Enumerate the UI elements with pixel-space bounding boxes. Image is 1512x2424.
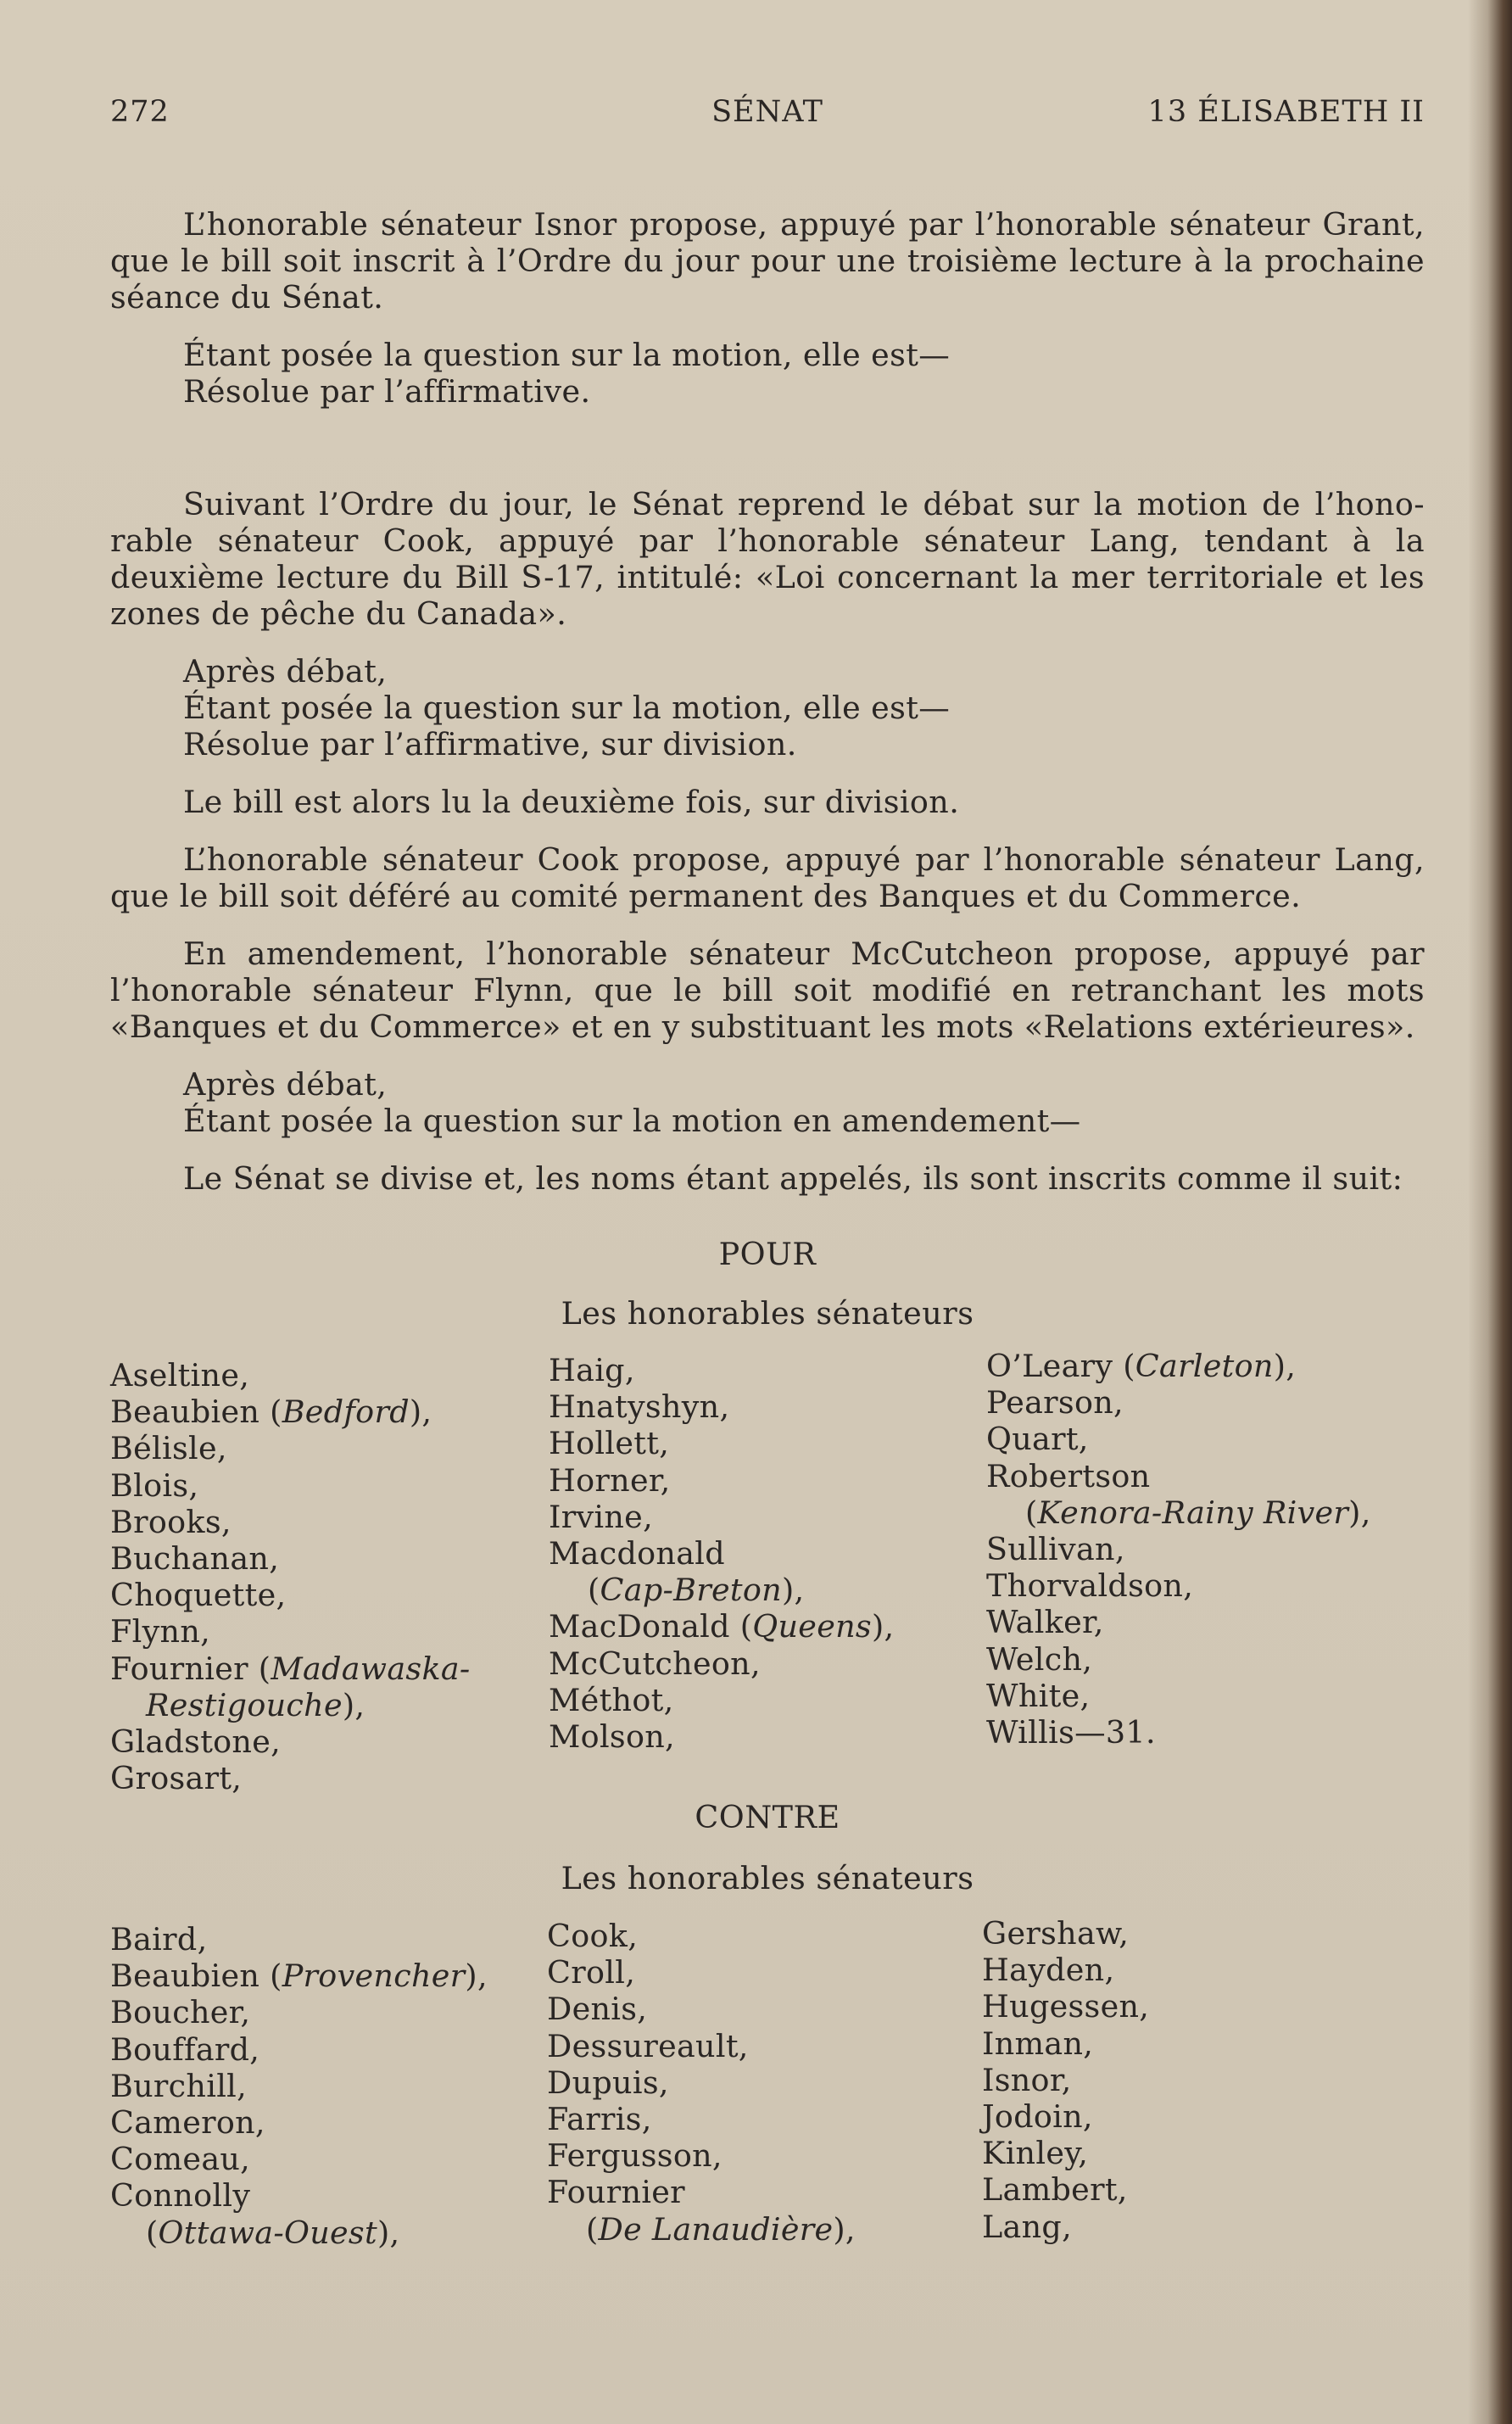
- senator-name: Hnatyshyn,: [549, 1388, 730, 1426]
- senator-name: Isnor,: [982, 2061, 1072, 2098]
- senator-name: MacDonald (Queens),: [549, 1608, 895, 1645]
- senator-name: Inman,: [982, 2025, 1094, 2062]
- senator-name: Comeau,: [110, 2141, 251, 2178]
- senator-name: Bouffard,: [110, 2030, 260, 2068]
- senator-name: Baird,: [110, 1921, 208, 1958]
- senator-name: Connolly: [110, 2177, 251, 2215]
- paragraph: Le Sénat se divise et, les noms étant appelés, ils sont inscrits comme il suit:: [183, 1160, 1403, 1197]
- senator-name: Bélisle,: [110, 1430, 227, 1467]
- senator-name: Jodoin,: [982, 2098, 1093, 2136]
- senator-name: Dupuis,: [547, 2064, 669, 2101]
- senator-name: Buchanan,: [110, 1540, 280, 1578]
- senator-name: Beaubien (Provencher),: [110, 1958, 488, 1995]
- contre-heading: CONTRE: [695, 1799, 840, 1835]
- page-number: 272: [110, 95, 170, 129]
- senator-name-continued: (Kenora-Rainy River),: [1025, 1494, 1371, 1531]
- senator-name-continued: Restigouche),: [146, 1686, 365, 1723]
- senator-name: McCutcheon,: [549, 1645, 761, 1682]
- text-line: Étant posée la question sur la motion, elle est—: [183, 690, 951, 726]
- running-title: SÉNAT: [711, 95, 823, 129]
- senator-name: O’Leary (Carleton),: [986, 1348, 1297, 1384]
- pour-column-1: [110, 1357, 471, 1796]
- senator-name: Dessureault,: [547, 2027, 749, 2064]
- senator-name: Lambert,: [982, 2171, 1128, 2209]
- text-line: Après débat,: [183, 653, 388, 690]
- senator-name-continued: (De Lanaudière),: [586, 2210, 856, 2248]
- senator-name: Cook,: [547, 1918, 639, 1954]
- senator-name: Méthot,: [549, 1681, 674, 1718]
- senator-name: Thorvaldson,: [986, 1567, 1194, 1605]
- senator-name: Macdonald: [549, 1535, 725, 1572]
- senator-name: Walker,: [986, 1604, 1104, 1641]
- senator-name: Grosart,: [110, 1760, 243, 1797]
- senator-name: Aseltine,: [110, 1357, 250, 1394]
- senator-name: Willis—31.: [986, 1714, 1156, 1751]
- senator-name: Horner,: [549, 1461, 671, 1499]
- paragraph: Suivant l’Ordre du jour, le Sénat reprend le débat sur la motion de l’hono-rable sénateur Cook, appuyé par l’honorable sénateur Lang, tendant à la deuxième lecture du Bill S-17, intitulé: «Loi concernant la mer territoriale et les zones de pêche du Canada».: [110, 486, 1425, 632]
- page-edge-shadow: [1468, 0, 1512, 2424]
- text-line: Résolue par l’affirmative.: [183, 373, 591, 410]
- text-line: Après débat,: [183, 1066, 388, 1103]
- block-second-reading: [110, 486, 1425, 1197]
- senator-name: Molson,: [549, 1718, 675, 1756]
- contre-column-3: [982, 1915, 1149, 2245]
- block-third-reading: [110, 206, 1425, 410]
- senator-name: Irvine,: [549, 1498, 653, 1535]
- contre-column-2: [547, 1918, 856, 2248]
- contre-subheading: Les honorables sénateurs: [561, 1860, 974, 1896]
- senator-name: Sullivan,: [986, 1531, 1125, 1568]
- senator-name: Gershaw,: [982, 1915, 1130, 1952]
- pour-column-3: [986, 1348, 1371, 1751]
- senator-name: Flynn,: [110, 1613, 211, 1650]
- senator-name: Choquette,: [110, 1577, 287, 1614]
- paragraph: En amendement, l’honorable sénateur McCutcheon propose, appuyé par l’honorable sénateur Flynn, que le bill soit modifié en retranchant les mots «Banques et du Commerce» et en y substituant les mots «Relations extérieures».: [110, 936, 1425, 1045]
- text-line: Étant posée la question sur la motion en amendement—: [183, 1103, 1081, 1139]
- senator-name: Welch,: [986, 1640, 1093, 1678]
- senator-name: Kinley,: [982, 2135, 1089, 2172]
- pour-heading: POUR: [718, 1236, 817, 1272]
- senator-name: White,: [986, 1677, 1091, 1714]
- senator-name: Denis,: [547, 1991, 648, 2028]
- senator-name: Hugessen,: [982, 1988, 1150, 2025]
- pour-column-2: [549, 1352, 894, 1755]
- text-line: Résolue par l’affirmative, sur division.: [183, 726, 797, 762]
- senator-name: Beaubien (Bedford),: [110, 1394, 432, 1431]
- contre-column-1: [110, 1921, 488, 2251]
- senator-name-continued: (Cap-Breton),: [588, 1572, 805, 1609]
- senator-name: Hollett,: [549, 1425, 670, 1462]
- running-right: 13 ÉLISABETH II: [1147, 95, 1425, 129]
- senator-name: Burchill,: [110, 2067, 248, 2104]
- senator-name: Fournier: [547, 2174, 685, 2211]
- senator-name: Cameron,: [110, 2104, 265, 2142]
- senator-name: Boucher,: [110, 1994, 251, 2031]
- senator-name: Fournier (Madawaska-: [110, 1650, 471, 1687]
- senator-name: Lang,: [982, 2208, 1072, 2245]
- senator-name: Fergusson,: [547, 2137, 723, 2175]
- pour-subheading: Les honorables sénateurs: [561, 1295, 974, 1332]
- senator-name: Hayden,: [982, 1952, 1115, 1989]
- paragraph: L’honorable sénateur Isnor propose, appuyé par l’honorable sénateur Grant, que le bill soit inscrit à l’Ordre du jour pour une troisième lecture à la prochaine séance du Sénat.: [110, 206, 1425, 316]
- senator-name: Brooks,: [110, 1503, 232, 1540]
- paragraph: Le bill est alors lu la deuxième fois, sur division.: [183, 784, 960, 820]
- running-header: [110, 95, 1425, 137]
- senator-name: Pearson,: [986, 1384, 1124, 1421]
- senator-name: Quart,: [986, 1421, 1089, 1458]
- senator-name: Haig,: [549, 1352, 635, 1388]
- senator-name-continued: (Ottawa-Ouest),: [146, 2214, 400, 2251]
- senator-name: Gladstone,: [110, 1723, 282, 1761]
- senator-name: Croll,: [547, 1954, 636, 1991]
- senator-name: Robertson: [986, 1457, 1151, 1494]
- text-line: Étant posée la question sur la motion, elle est—: [183, 337, 951, 373]
- senator-name: Blois,: [110, 1466, 199, 1504]
- paragraph: L’honorable sénateur Cook propose, appuyé par l’honorable sénateur Lang, que le bill soit déféré au comité permanent des Banques et du Commerce.: [110, 841, 1425, 914]
- senator-name: Farris,: [547, 2101, 652, 2138]
